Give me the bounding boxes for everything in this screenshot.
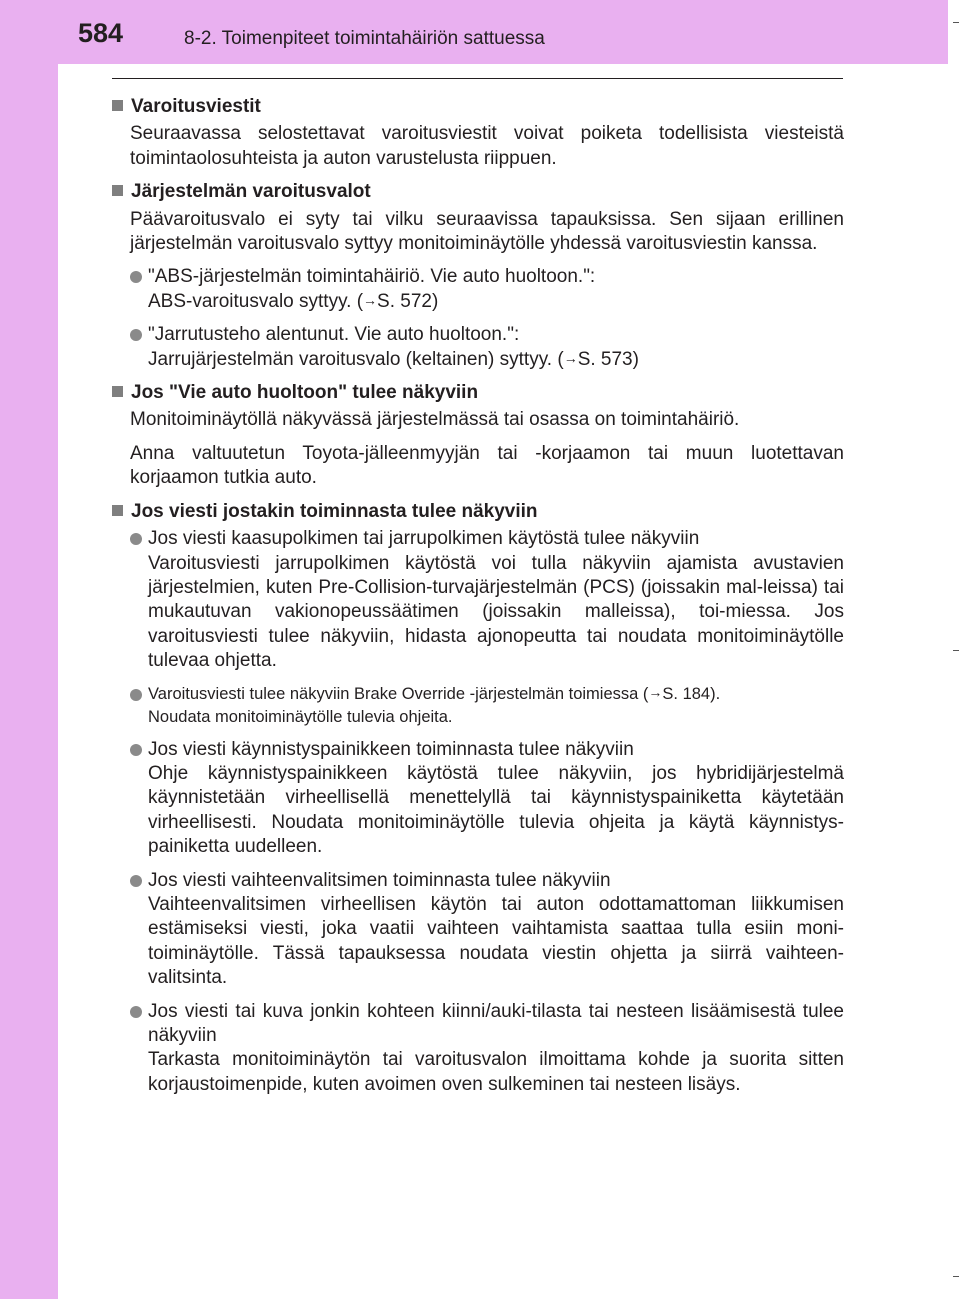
page-number: 584 (78, 18, 124, 48)
section-heading: Jos viesti jostakin toiminnasta tulee näkyviin (108, 500, 844, 524)
square-bullet-icon (112, 505, 123, 516)
circle-bullet-icon (130, 533, 142, 545)
circle-bullet-icon (130, 875, 142, 887)
arrow-right-icon: → (363, 291, 378, 308)
page-reference-link[interactable]: S. 572) (377, 290, 439, 312)
page-content (108, 88, 844, 1097)
list-item: Varoitusviesti tulee näkyviin Brake Override -järjestelmän toimiessa (→S. 184). Noudata monitoiminäytölle tulevia ohjeita. (108, 683, 844, 729)
square-bullet-icon (112, 185, 123, 196)
square-bullet-icon (112, 100, 123, 111)
list-item: "Jarrutusteho alentunut. Vie auto huoltoon.": Jarrujärjestelmän varoitusvalo (keltainen) syttyy. (→S. 573) (108, 323, 844, 372)
page-reference-link[interactable]: S. 184). (662, 684, 721, 703)
crop-mark (953, 22, 959, 23)
section-heading: Varoitusviestit (108, 95, 844, 119)
circle-bullet-icon (130, 271, 142, 283)
list-item: Jos viesti vaihteenvalitsimen toiminnasta tulee näkyviin Vaihteenvalitsimen virheellisen käytön tai auton odottamattoman liikkumisen estämiseksi viesti, joka vaatii vaihteen vaihtamista saattaa tulla esiin moni-toiminäytölle. Tässä tapauksessa noudata viestin ohjetta ja siirrä vaihteen-valitsinta. (108, 869, 844, 991)
circle-bullet-icon (130, 329, 142, 341)
paragraph: Monitoiminäytöllä näkyvässä järjestelmässä tai osassa on toimintahäiriö. (130, 409, 740, 431)
paragraph: Päävaroitusvalo ei syty tai vilku seuraavissa tapauksissa. Sen sijaan erillinen järjestelmän varoitusvalo syttyy monitoiminäytölle yhdessä varoitusviestin kanssa. (130, 208, 844, 255)
list-item: Jos viesti käynnistyspainikkeen toiminnasta tulee näkyviin Ohje käynnistyspainikkeen käytöstä tulee näkyviin, jos hybridijärjestelmä käynnistetään virheellisellä menettelyllä tai käynnistyspainiketta käytetään virheellisesti. Noudata monitoiminäytölle tulevia ohjeita ja käytä käynnistys-painiketta uudelleen. (108, 738, 844, 860)
square-bullet-icon (112, 386, 123, 397)
list-item: Jos viesti tai kuva jonkin kohteen kiinni/auki-tilasta tai nesteen lisäämisestä tulee näkyviin Tarkasta monitoiminäytön tai varoitusvalon ilmoittama kohde ja suorita sitten korjaustoimenpide, kuten avoimen oven sulkeminen tai nesteen lisäys. (108, 1000, 844, 1098)
paragraph: Seuraavassa selostettavat varoitusviestit voivat poiketa todellisista viesteistä toimintaolosuhteista ja auton varustelusta riippuen. (130, 123, 844, 169)
paragraph: Anna valtuutetun Toyota-jälleenmyyjän tai -korjaamon tai muun luotettavan korjaamon tutkia auto. (130, 442, 844, 489)
list-item: Jos viesti kaasupolkimen tai jarrupolkimen käytöstä tulee näkyviin Varoitusviesti jarrupolkimen käytöstä voi tulla näkyviin ajamista avustavien järjestelmien, kuten Pre-Collision-turvajärjestelmän (PCS) (joissakin mal-leissa) tai mukautuvan vakionopeussäätimen (joissakin malleissa), toi-miessa. Jos varoitusviesti tulee näkyviin, hidasta ajonopeutta tai noudata monitoiminäytölle tulevaa ohjetta. (108, 527, 844, 673)
chapter-title: 8-2. Toimenpiteet toimintahäiriön sattuessa (184, 28, 545, 49)
crop-mark (953, 1276, 959, 1277)
list-item: "ABS-järjestelmän toimintahäiriö. Vie auto huoltoon.": ABS-varoitusvalo syttyy. (→S. 572) (108, 265, 844, 314)
page-reference-link[interactable]: S. 573) (577, 348, 639, 370)
circle-bullet-icon (130, 1006, 142, 1018)
side-color-band (0, 0, 58, 1299)
circle-bullet-icon (130, 744, 142, 756)
arrow-right-icon: → (563, 349, 578, 366)
arrow-right-icon: → (648, 683, 663, 700)
header-divider (112, 78, 843, 79)
section-heading: Jos "Vie auto huoltoon" tulee näkyviin (108, 381, 844, 405)
circle-bullet-icon (130, 689, 142, 701)
section-heading: Järjestelmän varoitusvalot (108, 180, 844, 204)
crop-mark (953, 650, 959, 651)
